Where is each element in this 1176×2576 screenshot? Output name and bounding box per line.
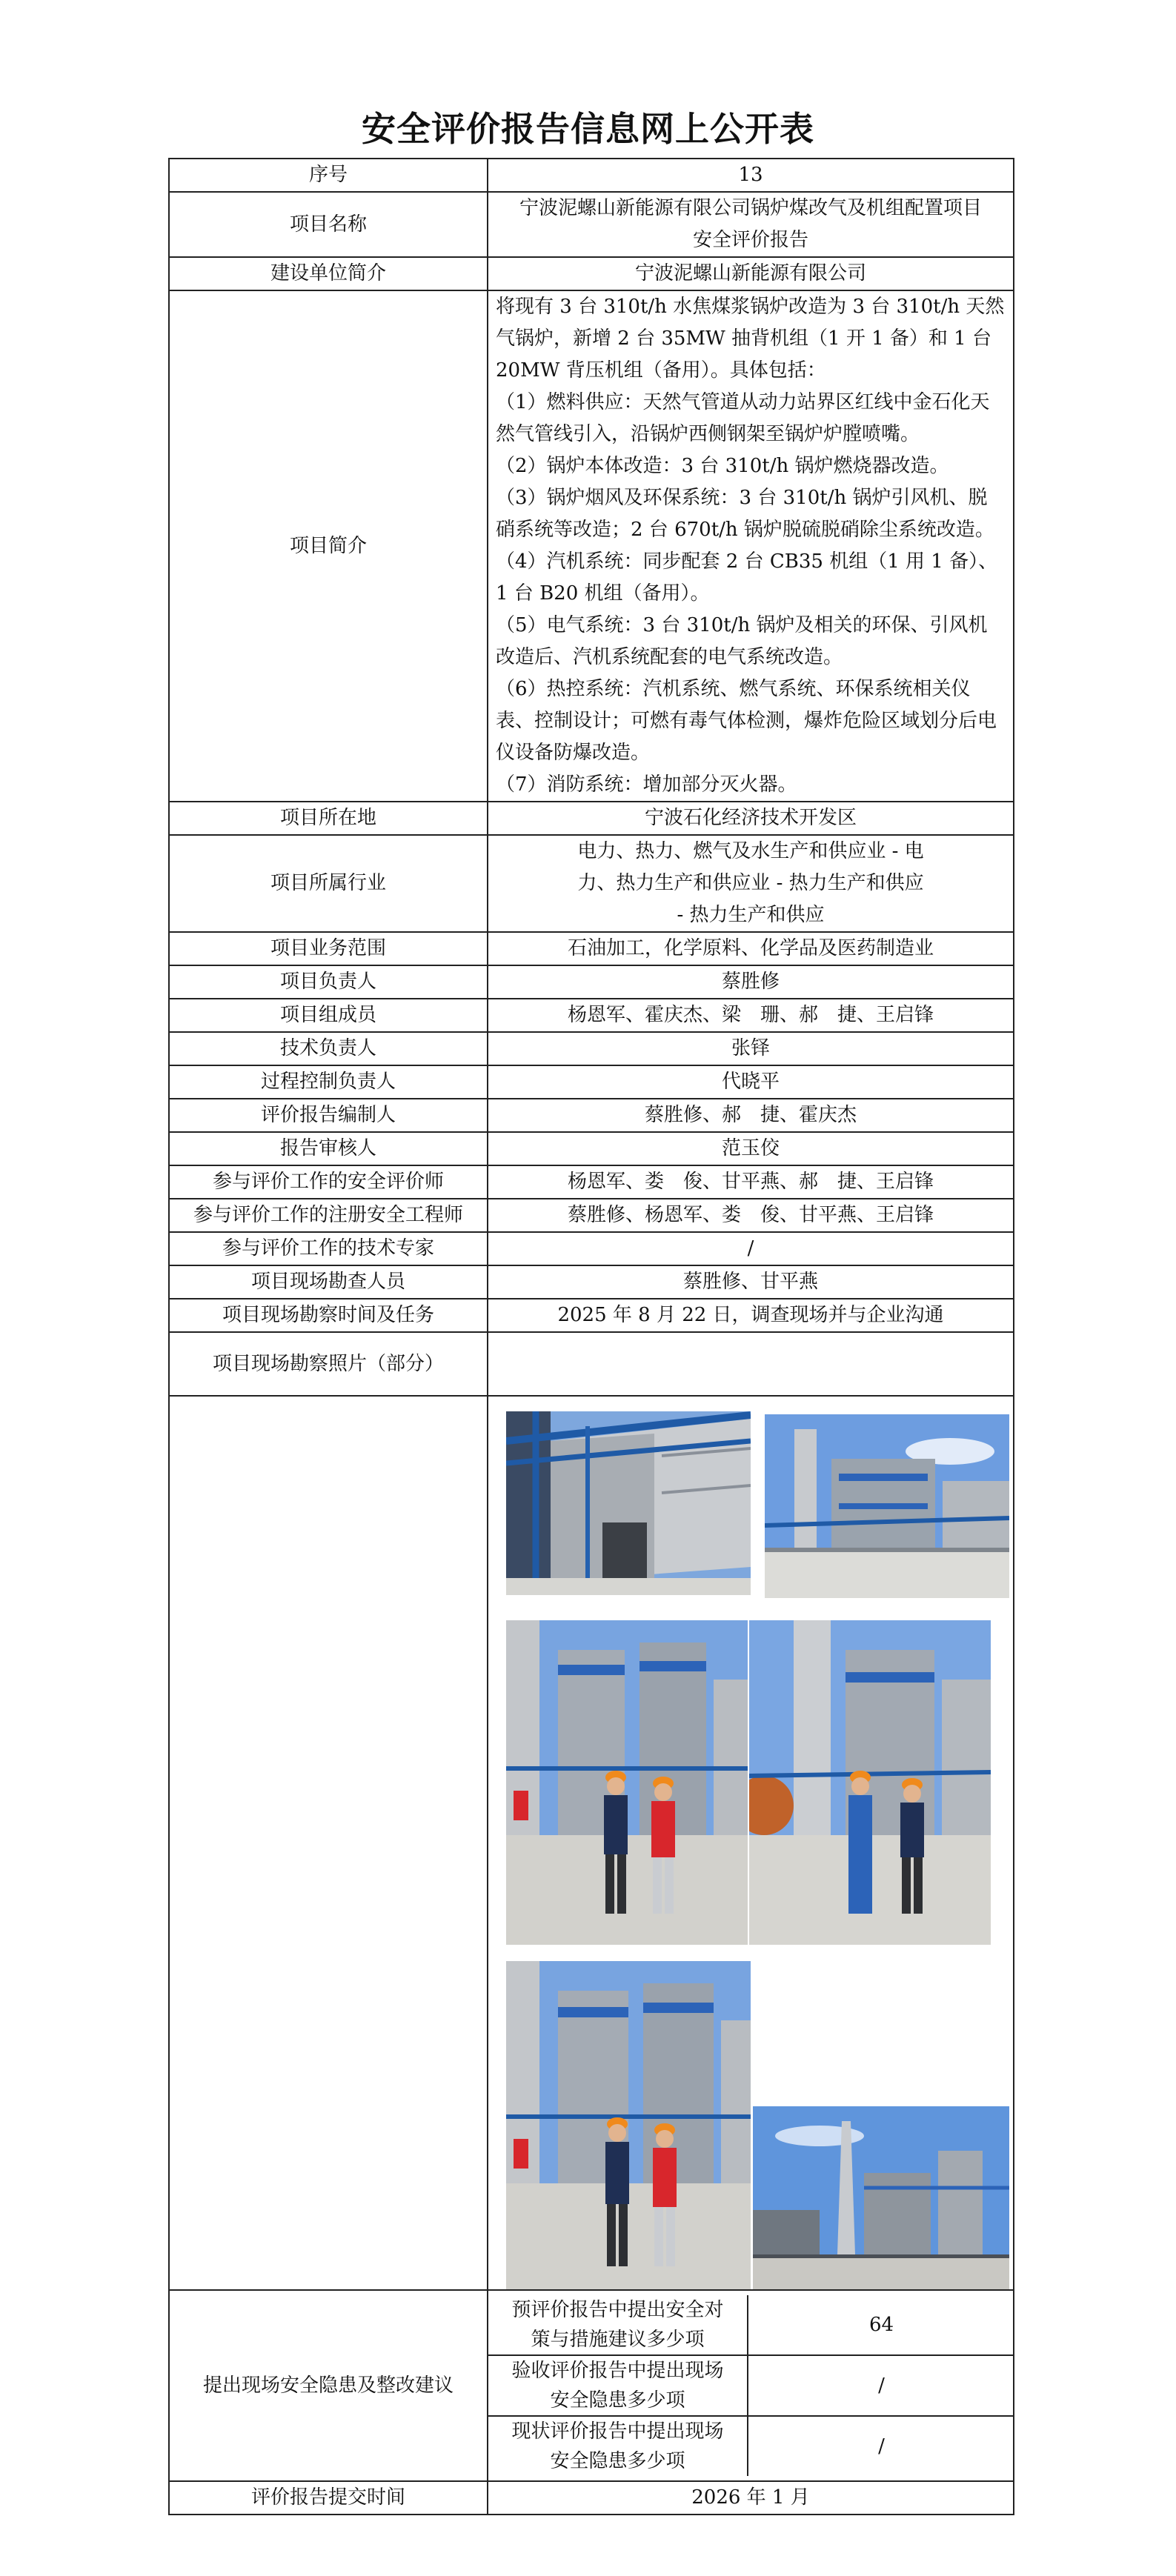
site-photo-inspectors-2	[749, 1620, 991, 1945]
row-photos-label	[169, 1332, 1014, 1396]
label-tech-leader: 技术负责人	[169, 1032, 488, 1065]
label-surveyors: 项目现场勘查人员	[169, 1265, 488, 1299]
hazard-question-line: 策与措施建议多少项	[531, 2329, 705, 2351]
row-photos	[169, 1396, 1014, 2290]
label-builder: 建设单位简介	[169, 257, 488, 290]
hazard-question-line: 安全隐患多少项	[550, 2389, 685, 2412]
photos-left-empty	[169, 1396, 488, 2290]
row-compiler	[169, 1099, 1014, 1132]
hazard-row-pre-evaluation	[488, 2295, 1014, 2355]
hazard-question-acceptance	[488, 2355, 748, 2416]
summary-paragraph: （5）电气系统：3 台 310t/h 锅炉及相关的环保、引风机改造后、汽机系统配套的电气系统改造。	[496, 614, 988, 668]
hazard-row-acceptance	[488, 2355, 1014, 2416]
row-tech-leader	[169, 1032, 1014, 1065]
label-photos: 项目现场勘察照片（部分）	[169, 1332, 488, 1396]
row-leader	[169, 965, 1014, 999]
label-reviewer: 报告审核人	[169, 1132, 488, 1165]
industry-line-3: - 热力生产和供应	[677, 904, 825, 926]
value-tech-leader: 张铎	[488, 1032, 1014, 1065]
value-process-control: 代晓平	[488, 1065, 1014, 1099]
label-evaluators: 参与评价工作的安全评价师	[169, 1165, 488, 1199]
value-project-name	[488, 192, 1014, 257]
summary-paragraph: （1）燃料供应：天然气管道从动力站界区红线中金石化天然气管线引入，沿锅炉西侧钢架至锅炉炉膛喷嘴。	[496, 391, 990, 445]
row-submit-time	[169, 2481, 1014, 2515]
hazard-question-line: 验收评价报告中提出现场	[511, 2360, 724, 2382]
value-leader: 蔡胜修	[488, 965, 1014, 999]
hazards-subtable	[488, 2295, 1014, 2476]
value-reviewer: 范玉佼	[488, 1132, 1014, 1165]
row-location	[169, 802, 1014, 835]
project-name-line-2: 安全评价报告	[692, 229, 808, 251]
value-engineers: 蔡胜修、杨恩军、娄 俊、甘平燕、王启锋	[488, 1199, 1014, 1232]
photo-gallery	[488, 1396, 1014, 2290]
hazard-question-line: 现状评价报告中提出现场	[511, 2420, 724, 2443]
row-evaluators	[169, 1165, 1014, 1199]
summary-paragraph: （2）锅炉本体改造：3 台 310t/h 锅炉燃烧器改造。	[496, 455, 949, 477]
row-scope	[169, 932, 1014, 965]
hazard-question-pre	[488, 2295, 748, 2355]
row-hazards	[169, 2290, 1014, 2481]
industry-line-2: 力、热力生产和供应业 - 热力生产和供应	[577, 872, 924, 894]
site-photo-chimney	[753, 2106, 1009, 2290]
label-survey-time: 项目现场勘察时间及任务	[169, 1299, 488, 1332]
label-process-control: 过程控制负责人	[169, 1065, 488, 1099]
label-location: 项目所在地	[169, 802, 488, 835]
hazards-cell	[488, 2290, 1014, 2481]
label-scope: 项目业务范围	[169, 932, 488, 965]
info-table	[168, 158, 1014, 2515]
row-surveyors	[169, 1265, 1014, 1299]
site-photo-inspectors-3	[506, 1961, 751, 2290]
value-submit-time: 2026 年 1 月	[488, 2481, 1014, 2515]
hazard-answer-acceptance: /	[748, 2355, 1014, 2416]
row-survey-time	[169, 1299, 1014, 1332]
summary-paragraph: 将现有 3 台 310t/h 水焦煤浆锅炉改造为 3 台 310t/h 天然气锅炉，新增 2 台 35MW 抽背机组（1 开 1 备）和 1 台 20MW 背压机组（备用）。具体包括：	[496, 296, 1005, 382]
value-summary	[488, 290, 1014, 802]
hazard-answer-status: /	[748, 2416, 1014, 2476]
label-hazards: 提出现场安全隐患及整改建议	[169, 2290, 488, 2481]
value-serial: 13	[488, 159, 1014, 192]
row-process-control	[169, 1065, 1014, 1099]
hazard-answer-pre: 64	[748, 2295, 1014, 2355]
row-project-name	[169, 192, 1014, 257]
summary-paragraph: （7）消防系统：增加部分灭火器。	[496, 773, 797, 796]
label-leader: 项目负责人	[169, 965, 488, 999]
summary-paragraph: （4）汽机系统：同步配套 2 台 CB35 机组（1 用 1 备）、1 台 B20 机组（备用）。	[496, 550, 998, 605]
label-compiler: 评价报告编制人	[169, 1099, 488, 1132]
row-reviewer	[169, 1132, 1014, 1165]
value-location: 宁波石化经济技术开发区	[488, 802, 1014, 835]
hazard-question-line: 安全隐患多少项	[550, 2450, 685, 2472]
label-summary: 项目简介	[169, 290, 488, 802]
site-photo-plant-panorama	[765, 1414, 1009, 1598]
value-compiler: 蔡胜修、郝 捷、霍庆杰	[488, 1099, 1014, 1132]
label-project-name: 项目名称	[169, 192, 488, 257]
row-experts	[169, 1232, 1014, 1265]
value-experts: /	[488, 1232, 1014, 1265]
hazard-row-status	[488, 2416, 1014, 2476]
document-title: 安全评价报告信息网上公开表	[362, 109, 814, 149]
hazard-question-line: 预评价报告中提出安全对	[511, 2299, 724, 2321]
site-photo-boiler-structure	[506, 1411, 751, 1595]
value-industry	[488, 835, 1014, 932]
value-evaluators: 杨恩军、娄 俊、甘平燕、郝 捷、王启锋	[488, 1165, 1014, 1199]
row-engineers	[169, 1199, 1014, 1232]
value-surveyors: 蔡胜修、甘平燕	[488, 1265, 1014, 1299]
summary-paragraph: （6）热控系统：汽机系统、燃气系统、环保系统相关仪表、控制设计；可燃有毒气体检测，爆炸危险区域划分后电仪设备防爆改造。	[496, 678, 997, 764]
industry-line-1: 电力、热力、燃气及水生产和供应业 - 电	[577, 840, 924, 862]
value-members: 杨恩军、霍庆杰、梁 珊、郝 捷、王启锋	[488, 999, 1014, 1032]
summary-paragraph: （3）锅炉烟风及环保系统：3 台 310t/h 锅炉引风机、脱硝系统等改造；2 台 670t/h 锅炉脱硫脱硝除尘系统改造。	[496, 487, 994, 541]
site-photo-inspectors-1	[506, 1620, 748, 1945]
row-builder	[169, 257, 1014, 290]
value-builder: 宁波泥螺山新能源有限公司	[488, 257, 1014, 290]
row-industry	[169, 835, 1014, 932]
value-scope: 石油加工，化学原料、化学品及医药制造业	[488, 932, 1014, 965]
label-industry: 项目所属行业	[169, 835, 488, 932]
hazard-question-status	[488, 2416, 748, 2476]
label-experts: 参与评价工作的技术专家	[169, 1232, 488, 1265]
label-serial: 序号	[169, 159, 488, 192]
value-survey-time: 2025 年 8 月 22 日，调查现场并与企业沟通	[488, 1299, 1014, 1332]
value-photos-empty	[488, 1332, 1014, 1396]
label-submit-time: 评价报告提交时间	[169, 2481, 488, 2515]
row-summary	[169, 290, 1014, 802]
project-name-line-1: 宁波泥螺山新能源有限公司锅炉煤改气及机组配置项目	[519, 197, 982, 219]
row-members	[169, 999, 1014, 1032]
label-members: 项目组成员	[169, 999, 488, 1032]
label-engineers: 参与评价工作的注册安全工程师	[169, 1199, 488, 1232]
row-serial	[169, 159, 1014, 192]
